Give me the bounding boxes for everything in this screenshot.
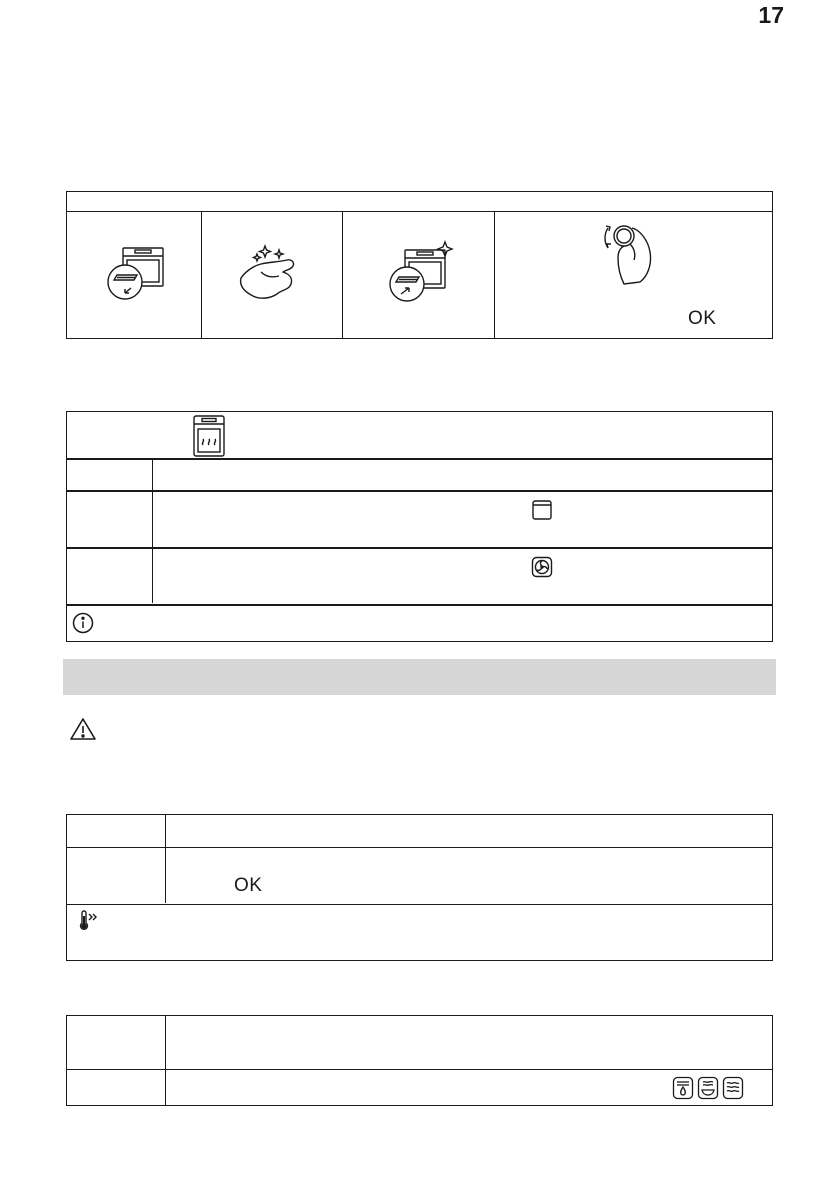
row-divider [67,458,772,460]
thermometer-fast-heat-icon [78,910,100,937]
row-divider [67,1069,772,1070]
column-divider [165,815,166,903]
row-divider [67,490,772,492]
column-divider [165,1016,166,1105]
section-heading-bar [63,659,776,695]
column-divider [152,459,153,603]
oven-bottom-heat-icon [193,415,225,462]
oven-insert-shelf-clean-icon [389,240,455,311]
cell-divider [342,212,343,338]
ok-button-label: OK [234,875,263,896]
hand-turn-knob-icon [594,214,658,293]
oven-remove-shelf-icon [105,244,167,311]
warning-icon [69,717,97,746]
steam-bowl-icon [697,1076,719,1105]
row-divider [67,904,772,905]
table-three [66,814,773,961]
page-number: 17 [758,2,784,28]
row-divider [67,604,772,606]
row-divider [67,847,772,848]
table-header-divider [67,211,772,212]
wipe-cloth-sparkle-icon [235,242,305,313]
cell-divider [201,212,202,338]
row-divider [67,547,772,549]
cell-divider [494,212,495,338]
steam-drop-icon [672,1076,694,1105]
ok-button-label: OK [688,308,717,329]
cleaning-steps-table [66,191,773,339]
info-icon [72,612,94,639]
function-table [66,411,773,642]
fan-function-icon [531,556,553,583]
oven-light-icon [531,499,553,526]
steam-waves-icon [722,1076,744,1105]
table-four [66,1015,773,1106]
